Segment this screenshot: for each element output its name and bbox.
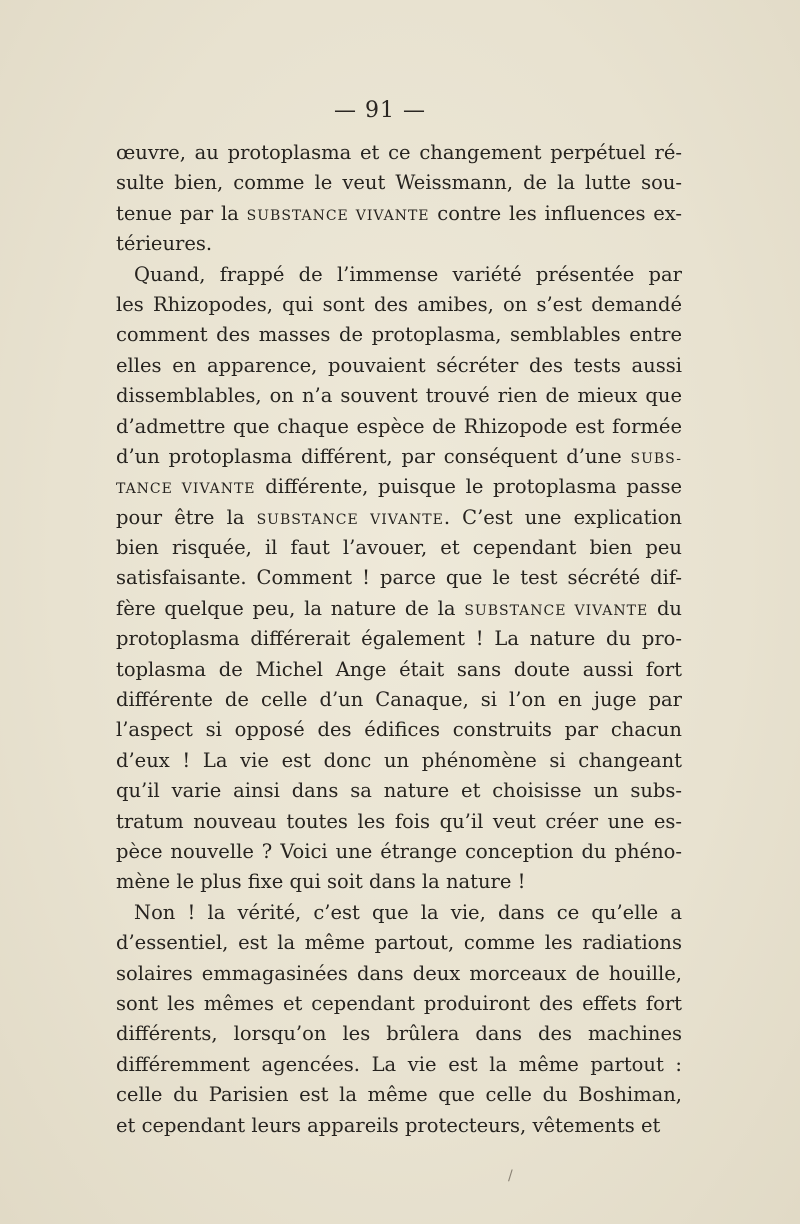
text-line bbox=[116, 533, 682, 563]
text-run: d’eux ! La vie est donc un phénomène si changeant bbox=[116, 748, 682, 772]
text-run: du bbox=[648, 596, 682, 620]
text-line bbox=[116, 624, 682, 654]
text-run: les Rhizopodes, qui sont des amibes, on s’est demandé bbox=[116, 292, 682, 316]
text-run: mène le plus fixe qui soit dans la nature ! bbox=[116, 870, 526, 894]
text-line bbox=[116, 928, 682, 958]
text-line bbox=[116, 351, 682, 381]
text-run: celle du Parisien est la même que celle du Boshiman, bbox=[116, 1083, 682, 1107]
text-run: protoplasma différerait également ! La nature du pro- bbox=[116, 627, 682, 651]
small-caps-text: SUBS- bbox=[630, 450, 682, 467]
text-line bbox=[116, 503, 682, 533]
text-run: térieures. bbox=[116, 232, 213, 256]
text-line bbox=[116, 776, 682, 806]
text-run: bien risquée, il faut l’avouer, et cependant bien peu bbox=[116, 536, 682, 560]
small-caps-text: SUBSTANCE VIVANTE bbox=[246, 207, 430, 224]
text-run: pour être la bbox=[116, 505, 257, 529]
text-line bbox=[116, 138, 682, 168]
text-run: tenue par la bbox=[116, 201, 247, 225]
text-line bbox=[116, 989, 682, 1019]
text-line bbox=[116, 199, 682, 229]
text-run: dissemblables, on n’a souvent trouvé rien de mieux que bbox=[116, 384, 682, 408]
text-run: œuvre, au protoplasma et ce changement perpétuel ré- bbox=[116, 141, 682, 164]
text-line bbox=[116, 594, 682, 624]
body-text bbox=[116, 138, 682, 1141]
text-run: sont les mêmes et cependant produiront des effets fort bbox=[116, 991, 682, 1015]
text-line bbox=[116, 168, 682, 198]
page-number: — 91 — bbox=[334, 98, 426, 123]
text-line bbox=[116, 442, 682, 472]
text-line bbox=[116, 472, 682, 502]
text-line bbox=[116, 320, 682, 350]
text-line bbox=[116, 746, 682, 776]
text-line bbox=[116, 837, 682, 867]
text-run: satisfaisante. Comment ! parce que le test sécrété dif- bbox=[116, 566, 682, 590]
small-caps-text: TANCE VIVANTE bbox=[116, 481, 256, 498]
text-line bbox=[116, 1019, 682, 1049]
text-run: d’essentiel, est la même partout, comme les radiations bbox=[116, 931, 682, 955]
text-line bbox=[116, 412, 682, 442]
text-run: d’admettre que chaque espèce de Rhizopode est formée bbox=[116, 414, 682, 438]
text-run: sulte bien, comme le veut Weissmann, de la lutte sou- bbox=[116, 171, 682, 195]
stray-mark: / bbox=[508, 1168, 513, 1184]
text-run: tratum nouveau toutes les fois qu’il veut créer une es- bbox=[116, 809, 682, 833]
text-line bbox=[116, 898, 682, 928]
text-run: pèce nouvelle ? Voici une étrange conception du phéno- bbox=[116, 839, 682, 863]
text-line bbox=[116, 1111, 682, 1141]
text-line bbox=[116, 1080, 682, 1110]
text-line bbox=[116, 655, 682, 685]
text-line bbox=[116, 563, 682, 593]
small-caps-text: SUBSTANCE VIVANTE bbox=[464, 602, 649, 619]
text-line bbox=[116, 959, 682, 989]
text-line bbox=[116, 229, 682, 259]
text-run: et cependant leurs appareils protecteurs, vêtements et bbox=[116, 1113, 661, 1137]
text-line bbox=[116, 381, 682, 411]
text-run: fère quelque peu, la nature de la bbox=[116, 596, 465, 620]
small-caps-text: SUBSTANCE VIVANTE bbox=[256, 511, 444, 528]
text-run: différents, lorsqu’on les brûlera dans des machines bbox=[116, 1022, 682, 1046]
text-run: contre les influences ex- bbox=[429, 201, 682, 225]
text-line bbox=[116, 807, 682, 837]
text-run: différente de celle d’un Canaque, si l’on en juge par bbox=[116, 688, 682, 712]
text-run: toplasma de Michel Ange était sans doute aussi fort bbox=[116, 657, 682, 681]
text-run: qu’il varie ainsi dans sa nature et choisisse un subs- bbox=[116, 779, 682, 803]
text-line bbox=[116, 1050, 682, 1080]
text-line bbox=[116, 867, 682, 897]
text-run: solaires emmagasinées dans deux morceaux de houille, bbox=[116, 961, 682, 985]
text-line bbox=[116, 715, 682, 745]
text-run: Quand, frappé de l’immense variété présentée par bbox=[134, 262, 682, 286]
text-run: différemment agencées. La vie est la même partout : bbox=[116, 1052, 682, 1076]
text-run: d’un protoplasma différent, par conséquent d’une bbox=[116, 444, 631, 468]
text-run: comment des masses de protoplasma, semblables entre bbox=[116, 323, 682, 347]
text-line bbox=[116, 260, 682, 290]
text-run: elles en apparence, pouvaient sécréter des tests aussi bbox=[116, 353, 682, 377]
text-run: . C’est une explication bbox=[443, 505, 682, 529]
text-line bbox=[116, 685, 682, 715]
text-line bbox=[116, 290, 682, 320]
text-run: Non ! la vérité, c’est que la vie, dans ce qu’elle a bbox=[134, 900, 682, 924]
text-run: l’aspect si opposé des édifices construits par chacun bbox=[116, 718, 682, 742]
text-run: différente, puisque le protoplasma passe bbox=[255, 475, 682, 499]
